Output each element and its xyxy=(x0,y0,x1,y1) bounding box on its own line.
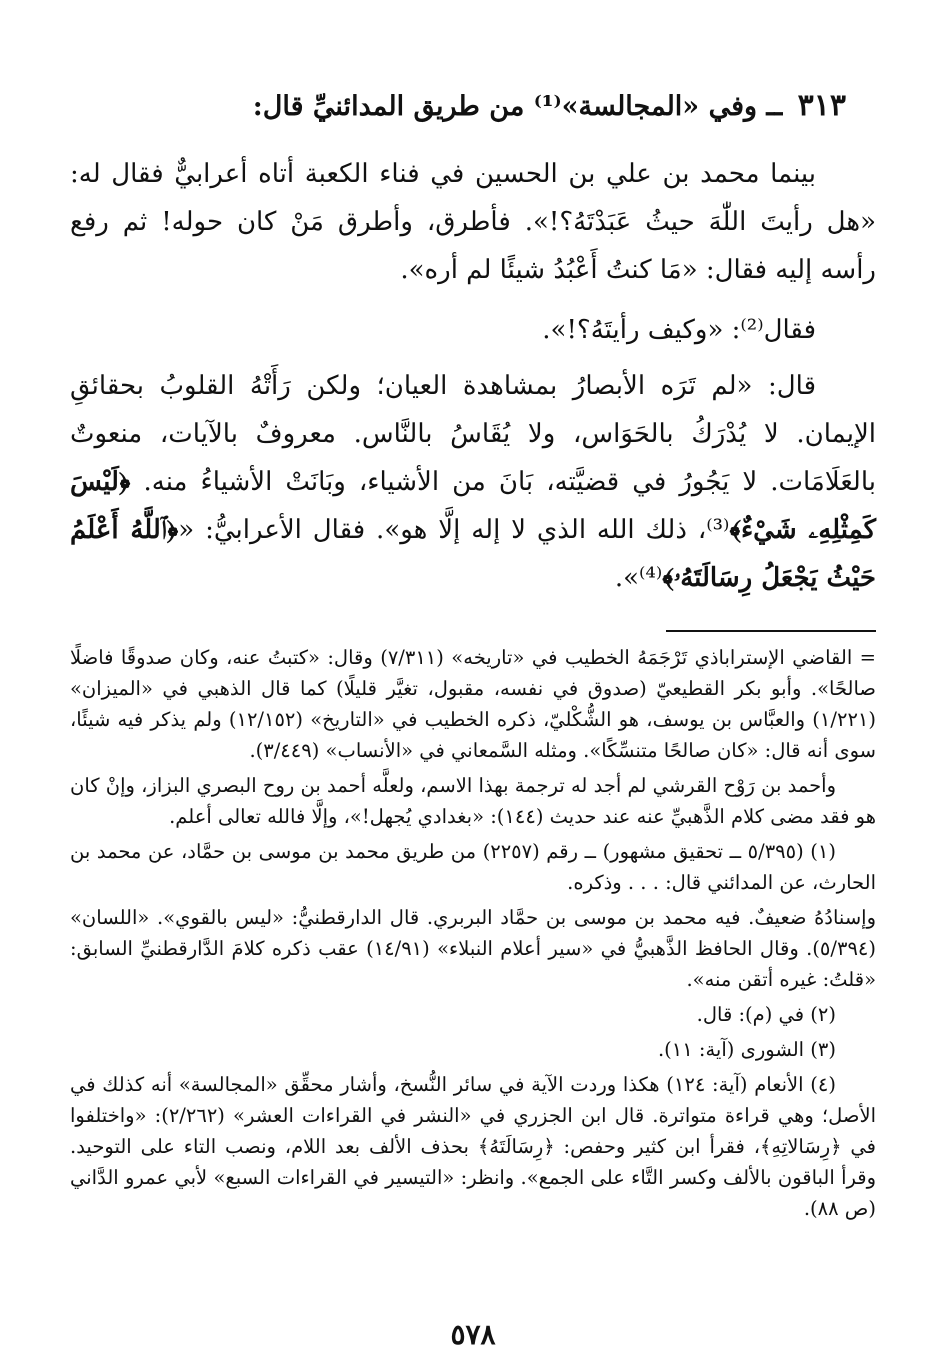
footnote-1-grading: وإسنادُهُ ضعيفٌ. فيه محمد بن موسى بن حمَّاد البربري. قال الدارقطنيُّ: «ليس بالقوي». «اللسان» (٥/٣٩٤). وقال الحافظ الذَّهبيُّ في «سير أعلام النبلاء» (١٤/٩١) عقب ذكره كلامَ الدَّارقطنيِّ السابق: «قلتُ: غيره أتقن منه». xyxy=(70,906,876,991)
main-paragraph-3c: ⁽⁴⁾». xyxy=(614,563,663,593)
footnotes xyxy=(70,642,876,1228)
entry-heading xyxy=(100,86,846,127)
footnote-continuation-2: وأحمد بن رَوْح القرشي لم أجد له ترجمة بهذا الاسم، ولعلَّه أحمد بن روح البصري البزاز، وإنْ كان هو فقد مضى كلام الذَّهبيِّ عنه عند حديث (١٤٤): «بغدادي يُجهل!»، وإلَّا فالله تعالى أعلم. xyxy=(70,774,876,828)
quran-verse-2: ﴿ٱللَّهُ أَعْلَمُ حَيْثُ يَجْعَلُ رِسَالَتَهُۥ﴾ xyxy=(70,515,876,593)
footnote-separator xyxy=(666,630,876,632)
main-paragraph-1: بينما محمد بن علي بن الحسين في فناء الكعبة أتاه أعرابيٌّ فقال له: «هل رأيتَ اللّٰهَ حيثُ عَبَدْتَهُ؟!». فأطرق، وأطرق مَنْ كان حوله! ثم رفع رأسه إليه فقال: «مَا كنتُ أَعْبُدُ شيئًا لم أره». xyxy=(70,159,876,285)
quran-verse-1: ﴿لَيْسَ كَمِثْلِهِۦ شَيْءٌ﴾ xyxy=(70,467,876,545)
main-text xyxy=(70,150,876,602)
entry-number: ٣١٣ xyxy=(797,88,846,123)
main-paragraph-3b: ⁽³⁾، ذلك الله الذي لا إله إلَّا هو». فقال الأعرابيُّ: « xyxy=(178,515,730,545)
main-paragraph-3 xyxy=(70,362,876,602)
footnote-1: (١) (٥/٣٩٥ ــ تحقيق مشهور) ــ رقم (٢٢٥٧) من طريق محمد بن موسى بن حمَّاد، عن محمد بن الحارث، عن المدائني قال: . . . وذكره. xyxy=(70,840,876,894)
entry-heading-text: ــ وفي «المجالسة»⁽¹⁾ من طريق المدائنيِّ قال: xyxy=(252,91,783,122)
footnote-4: (٤) الأنعام (آية: ١٢٤) هكذا وردت الآية في سائر النُّسخ، وأشار محقِّق «المجالسة» أنه كذلك في الأصل؛ وهي قراءة متواترة. قال ابن الجزري في «النشر في القراءات العشر» (٢/٢٦٢): «واختلفوا في ﴿رِسَالاتِهِ﴾، فقرأ ابن كثير وحفص: ﴿رِسَالَتَهُ﴾ بحذف الألف بعد اللام، ونصب التاء على التوحيد. وقرأ الباقون بالألف وكسر التَّاء على الجمع». وانظر: «التيسير في القراءات السبع» لأبي عمرو الدَّاني (ص ٨٨). xyxy=(70,1073,876,1220)
page-number: ٥٧٨ xyxy=(450,1318,496,1351)
footnote-3: (٣) الشورى (آية: ١١). xyxy=(657,1038,836,1061)
footnote-continuation-1: = القاضي الإستراباذي تَرْجَمَهُ الخطيب في «تاريخه» (٧/٣١١) وقال: «كتبتُ عنه، وكان صدوقًا فاضلًا صالحًا». وأبو بكر القطيعيّ (صدوق في نفسه، مقبول، تغيَّر قليلًا) كما قال الذهبي في «الميزان» (١/٢٢١) والعبَّاس بن يوسف، هو الشُّكْليّ، ذكره الخطيب في «التاريخ» (١٢/١٥٢) ولم يذكر فيه شيئًا، سوى أنه قال: «كان صالحًا متنسِّكًا». ومثله السَّمعاني في «الأنساب» (٣/٤٤٩). xyxy=(70,646,876,762)
main-paragraph-2: فقال⁽²⁾: «وكيف رأيتَهُ؟!». xyxy=(542,315,816,345)
footnote-2: (٢) في (م): قال. xyxy=(696,1003,836,1026)
main-paragraph-3a: قال: «لم تَرَه الأبصارُ بمشاهدة العيان؛ ولكن رَأَتْهُ القلوبُ بحقائقِ الإيمان. لا يُدْرَكُ بالحَوَاس، ولا يُقَاسُ بالنَّاس. معروفٌ بالآيات، منعوتٌ بالعَلَامَات. لا يَجُورُ في قضيَّته، بَانَ من الأشياء، وبَانَتْ الأشياءُ منه. xyxy=(70,371,876,497)
